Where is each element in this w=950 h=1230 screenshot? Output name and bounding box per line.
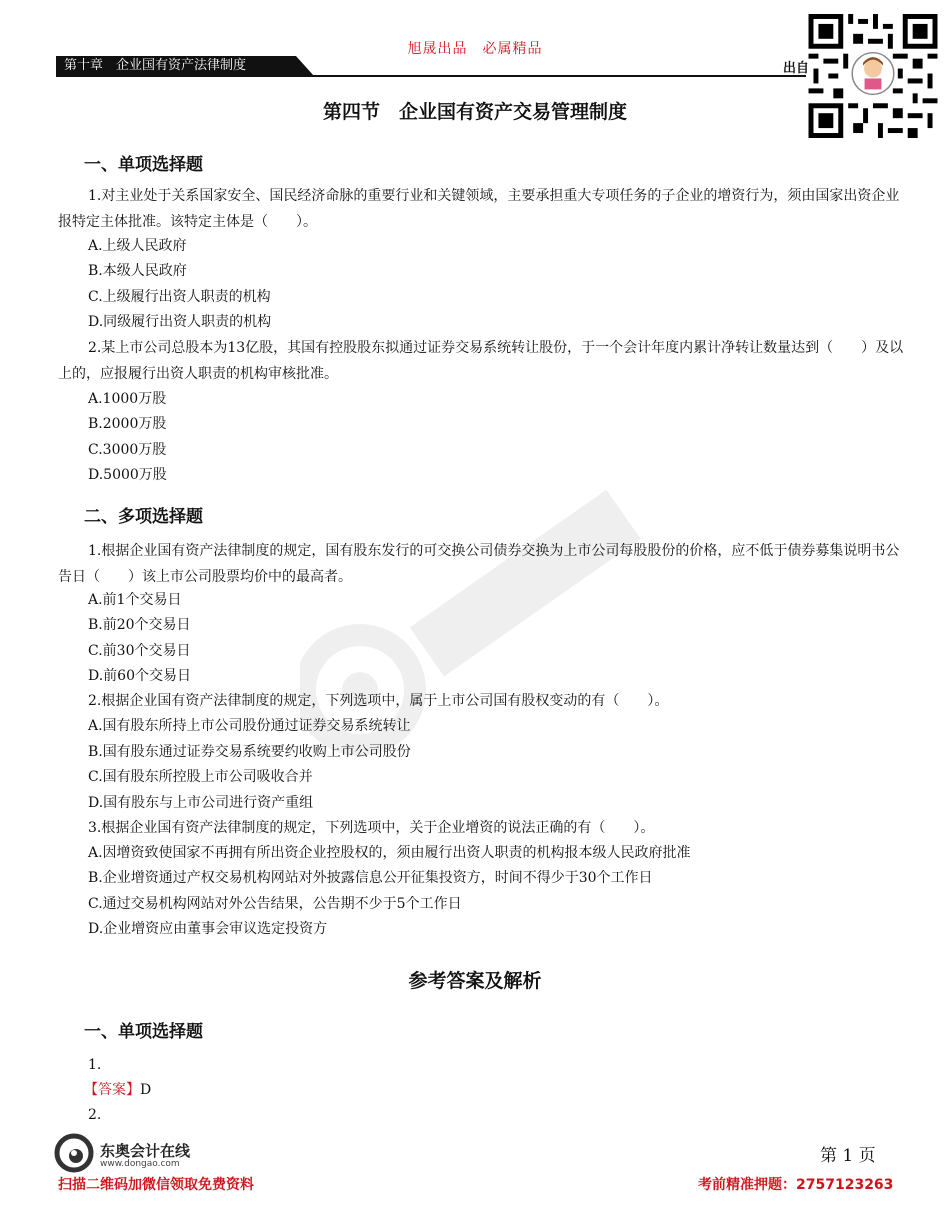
chapter-title: 第十章 企业国有资产法律制度 [64, 58, 247, 73]
option-item: C.国有股东所控股上市公司吸收合并 [88, 769, 313, 785]
option-item: A.1000万股 [88, 391, 167, 407]
option-item: C.通过交易机构网站对外公告结果，公告期不少于5个工作日 [88, 896, 462, 912]
header-right-text: 出自 [783, 61, 810, 76]
footer-url: www.dongao.com [100, 1159, 180, 1169]
option-item: A.前1个交易日 [88, 592, 182, 608]
option-item: D.5000万股 [88, 467, 167, 483]
answer-label: 【答案】 [84, 1082, 140, 1098]
option-item: B.前20个交易日 [88, 617, 191, 633]
option-item: B.本级人民政府 [88, 263, 187, 279]
single-choice-heading: 一、单项选择题 [84, 155, 203, 175]
option-item: A.国有股东所持上市公司股份通过证券交易系统转让 [88, 718, 411, 734]
option-item: B.2000万股 [88, 416, 167, 432]
multi-choice-heading: 二、多项选择题 [84, 507, 203, 527]
question-text: 3.根据企业国有资产法律制度的规定，下列选项中，关于企业增资的说法正确的有（ ）。 [88, 820, 655, 836]
option-item: D.企业增资应由董事会审议选定投资方 [88, 921, 328, 937]
option-item: A.因增资致使国家不再拥有所出资企业控股权的，须由履行出资人职责的机构报本级人民政府批准 [88, 845, 691, 861]
question-text: 2.根据企业国有资产法律制度的规定，下列选项中，属于上市公司国有股权变动的有（ ）。 [88, 693, 669, 709]
header-slogan: 旭晟出品 必属精品 [407, 41, 543, 57]
answers-title: 参考答案及解析 [408, 970, 542, 992]
option-item: D.前60个交易日 [88, 668, 191, 684]
section-title: 第四节 企业国有资产交易管理制度 [322, 101, 627, 123]
header-divider [56, 75, 806, 77]
option-item: D.国有股东与上市公司进行资产重组 [88, 795, 314, 811]
option-item: D.同级履行出资人职责的机构 [88, 314, 272, 330]
option-item: B.国有股东通过证券交易系统要约收购上市公司股份 [88, 744, 411, 760]
dongao-logo-icon [54, 1133, 94, 1173]
question-text: 1.对主业处于关系国家安全、国民经济命脉的重要行业和关键领域，主要承担重大专项任务的子企业的增资行为，须由国家出资企业报特定主体批准。该特定主体是（ ）。 [58, 188, 900, 230]
answer-number: 2. [88, 1107, 102, 1123]
answer-number: 1. [88, 1057, 102, 1073]
footer-left-note: 扫描二维码加微信领取免费资料 [58, 1177, 254, 1193]
option-item: C.前30个交易日 [88, 643, 191, 659]
footer-right-note: 考前精准押题：2757123263 [698, 1177, 894, 1193]
option-item: C.上级履行出资人职责的机构 [88, 289, 271, 305]
answers-heading: 一、单项选择题 [84, 1022, 203, 1042]
option-item: B.企业增资通过产权交易机构网站对外披露信息公开征集投资方，时间不得少于30个工作日 [88, 870, 653, 886]
answer-value: D [140, 1082, 152, 1098]
question-text: 1.根据企业国有资产法律制度的规定，国有股东发行的可交换公司债券交换为上市公司每股股份的价格，应不低于债券募集说明书公告日（ ）该上市公司股票均价中的最高者。 [58, 543, 900, 585]
page-number: 第 1 页 [820, 1146, 876, 1166]
answer-line [84, 1080, 151, 1100]
footer-brand: 东奥会计在线 [100, 1142, 191, 1160]
option-item: A.上级人民政府 [88, 238, 187, 254]
question-text: 2.某上市公司总股本为13亿股，其国有控股股东拟通过证券交易系统转让股份，于一个会计年度内累计净转让数量达到（ ）及以上的，应报履行出资人职责的机构审核批准。 [58, 340, 904, 382]
option-item: C.3000万股 [88, 442, 167, 458]
